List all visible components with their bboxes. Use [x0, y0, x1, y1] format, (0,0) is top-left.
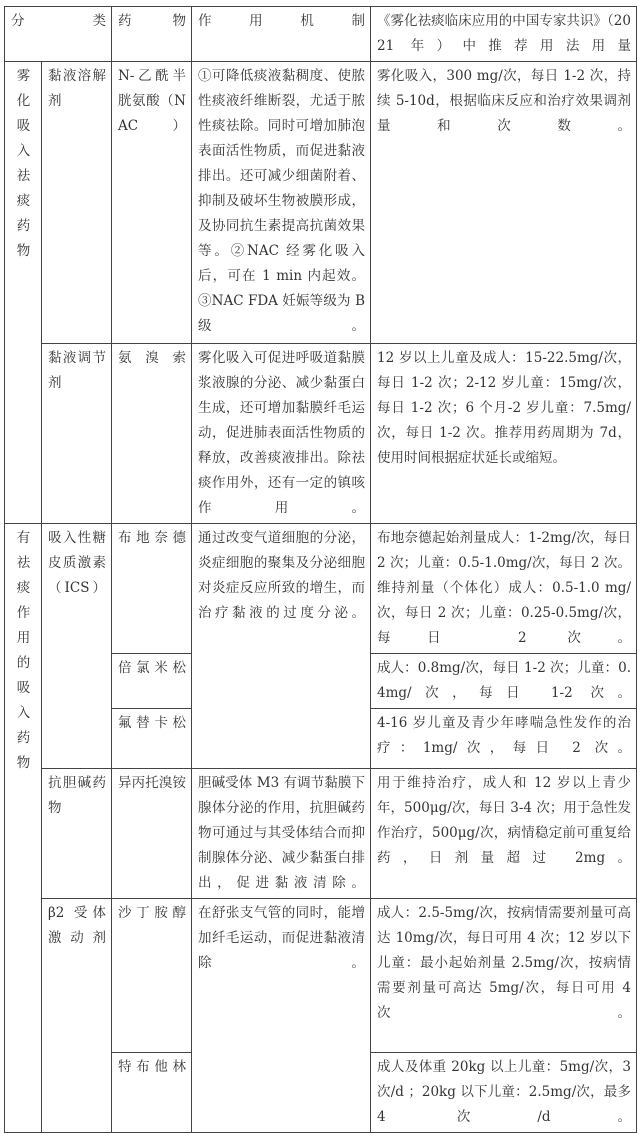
table-row	[5, 769, 637, 899]
category-char: 吸	[16, 680, 31, 696]
category-char: 药	[16, 730, 31, 746]
category-char: 有	[16, 530, 31, 546]
category-char: 物	[16, 755, 31, 771]
header-drug: 药 物	[112, 7, 192, 62]
dosage-cell: 成人：2.5-5mg/次，按病情需要剂量可高达 10mg/次，每日可用 4 次；12 岁以下儿童：最小起始剂量 2.5mg/次，按病情需要剂量可高达 5mg/次，每日可用 4 次。	[371, 899, 637, 1053]
category-char: 吸	[16, 118, 31, 134]
table-row	[5, 524, 637, 654]
drug-name-cell: 氟替卡松	[112, 709, 192, 769]
drug-name-cell: 布地奈德	[112, 524, 192, 654]
category-char: 入	[16, 143, 31, 159]
header-row	[5, 7, 637, 62]
header-mechanism: 作 用 机 制	[192, 7, 371, 62]
mechanism-cell: 雾化吸入可促进呼吸道黏膜浆液腺的分泌、减少黏蛋白生成，还可增加黏膜纤毛运动，促进肺表面活性物质的释放，改善痰液排出。除祛痰作用外，还有一定的镇咳作用。	[192, 344, 371, 524]
table-row	[5, 62, 637, 344]
dosage-cell: 用于维持治疗，成人和 12 岁以上青少年，500μg/次，每日 3-4 次；用于急性发作治疗，500μg/次，病情稳定前可重复给药，日剂量超过 2mg。	[371, 769, 637, 899]
dosage-cell: 雾化吸入，300 mg/次，每日 1-2 次，持续 5-10d，根据临床反应和治疗效果调剂量和次数。	[371, 62, 637, 344]
mechanism-cell: 胆碱受体 M3 有调节黏膜下腺体分泌的作用，抗胆碱药物可通过与其受体结合而抑制腺体分泌、减少黏蛋白排出，促进黏液清除。	[192, 769, 371, 899]
category-char: 痰	[16, 193, 31, 209]
drug-name-cell: 异丙托溴铵	[112, 769, 192, 899]
table-row	[5, 344, 637, 524]
category-char: 的	[16, 655, 31, 671]
mechanism-cell: ①可降低痰液黏稠度、使脓性痰液纤维断裂，尤适于脓性痰祛除。同时可增加肺泡表面活性物质，而促进黏液排出。还可减少细菌附着、抑制及破坏生物被膜形成，及协同抗生素提高抗菌效果等。②NAC 经雾化吸入后，可在 1 min 内起效。③NAC FDA 妊娠等级为 B 级。	[192, 62, 371, 344]
drug-name-cell: 特布他林	[112, 1053, 192, 1133]
category-char: 祛	[16, 168, 31, 184]
mechanism-cell: 在舒张支气管的同时，能增加纤毛运动，而促进黏液清除。	[192, 899, 371, 1133]
category-char: 入	[16, 705, 31, 721]
category-char: 痰	[16, 580, 31, 596]
dosage-cell: 4-16 岁儿童及青少年哮喘急性发作的治疗：1mg/次，每日 2 次。	[371, 709, 637, 769]
drug-name-cell: N-乙酰半胱氨酸（NAC）	[112, 62, 192, 344]
category-char: 雾	[16, 68, 31, 84]
category-char: 药	[16, 218, 31, 234]
header-dosage: 《雾化祛痰临床应用的中国专家共识》（2021 年）中推荐用法用量	[371, 7, 637, 62]
dosage-cell: 成人：0.8mg/次，每日 1-2 次；儿童：0.4mg/次，每日 1-2 次。	[371, 654, 637, 709]
category-cell	[5, 62, 42, 524]
drug-name-cell: 沙丁胺醇	[112, 899, 192, 1053]
category-char: 物	[16, 243, 31, 259]
subcategory-cell: 抗胆碱药物	[42, 769, 112, 899]
category-char: 化	[16, 93, 31, 109]
subcategory-cell: 黏液调节剂	[42, 344, 112, 524]
mechanism-cell: 通过改变气道细胞的分泌，炎症细胞的聚集及分泌细胞对炎症反应所致的增生，而治疗黏液的过度分泌。	[192, 524, 371, 769]
table-row	[5, 899, 637, 1053]
subcategory-cell: 吸入性糖皮质激素（ICS）	[42, 524, 112, 769]
dosage-cell: 12 岁以上儿童及成人：15-22.5mg/次，每日 1-2 次；2-12 岁儿童：15mg/次，每日 1-2 次；6 个月-2 岁儿童：7.5mg/次，每日 1-2 次。推荐用药周期为 7d，使用时间根据症状延长或缩短。	[371, 344, 637, 524]
header-category: 分 类	[5, 7, 112, 62]
category-char: 用	[16, 630, 31, 646]
category-char: 祛	[16, 555, 31, 571]
category-cell	[5, 524, 42, 1133]
dosage-cell: 成人及体重 20kg 以上儿童：5mg/次，3 次/d ；20kg 以下儿童：2.5mg/次，最多 4 次/d。	[371, 1053, 637, 1133]
dosage-cell: 布地奈德起始剂量成人：1-2mg/次，每日 2 次；儿童：0.5-1.0mg/次，每日 2 次。维持剂量（个体化）成人：0.5-1.0 mg/次，每日 2 次；儿童：0.25-0.5mg/次，每日 2 次。	[371, 524, 637, 654]
subcategory-cell: 黏液溶解剂	[42, 62, 112, 344]
drug-name-cell: 氨溴索	[112, 344, 192, 524]
drug-table	[4, 6, 637, 1133]
category-char: 作	[16, 605, 31, 621]
drug-name-cell: 倍氯米松	[112, 654, 192, 709]
subcategory-cell: β2 受体激动剂	[42, 899, 112, 1133]
